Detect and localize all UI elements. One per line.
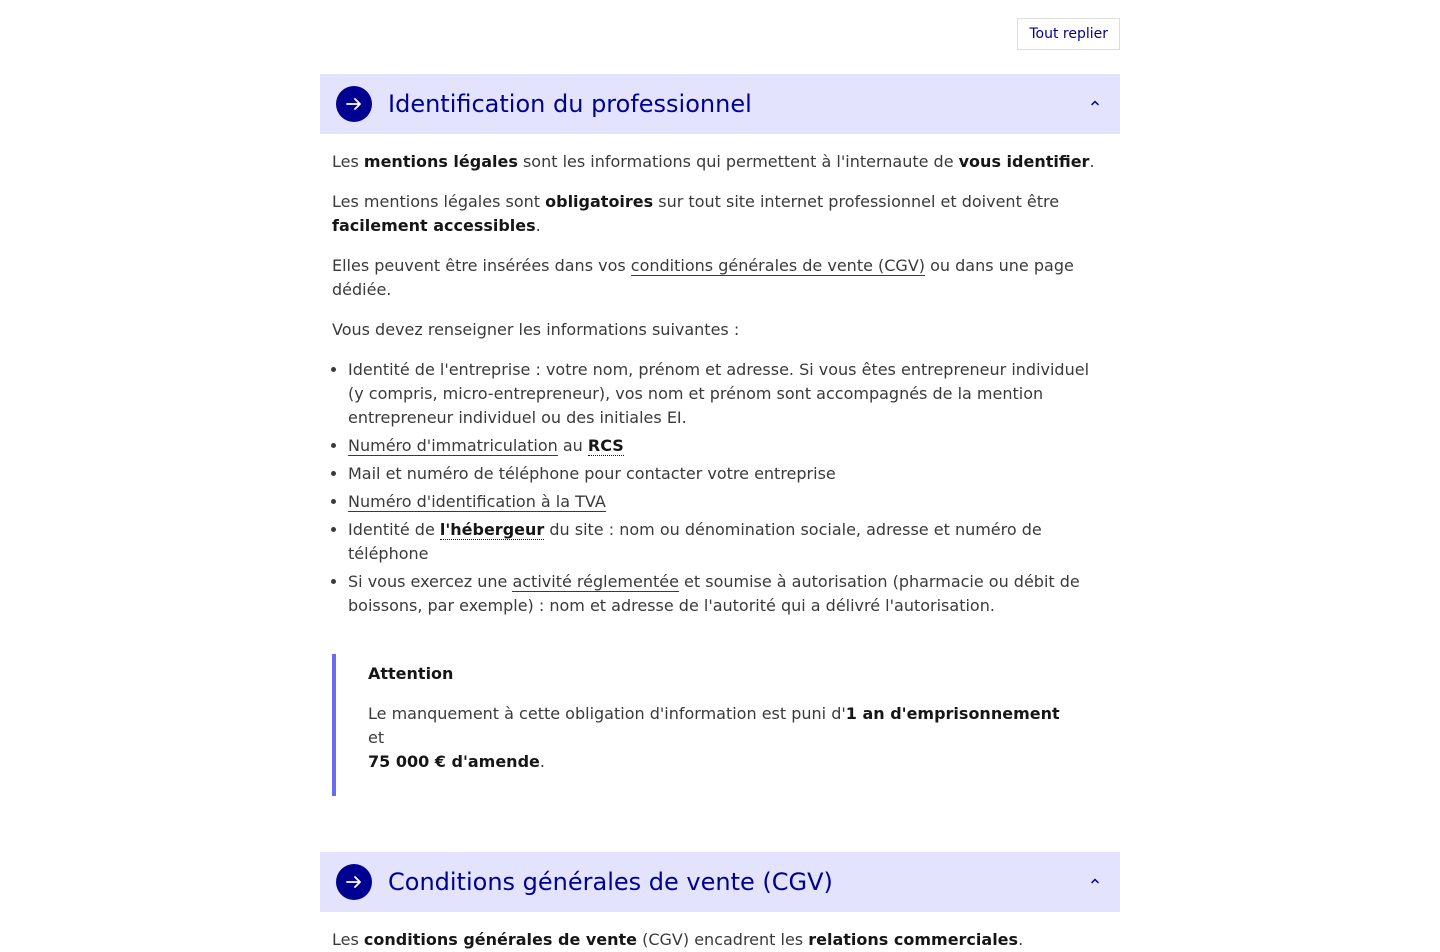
text: sont les informations qui permettent à l'internaute de (517, 152, 959, 171)
accordion-header-identification[interactable] (320, 74, 1120, 134)
list-item (348, 434, 1108, 458)
text: Le manquement à cette obligation d'information est puni d' (368, 704, 846, 723)
text: . (539, 752, 545, 771)
text: (CGV) encadrent les (637, 930, 809, 949)
text: . (1089, 152, 1095, 171)
bold-text: obligatoires (545, 192, 654, 211)
text: Les mentions légales sont (332, 192, 546, 211)
bold-text: vous identifier (958, 152, 1090, 171)
bold-text: 1 an d'emprisonnement (845, 704, 1060, 723)
text: ou dans une page dédiée. (332, 256, 1074, 299)
accordion-body-cgv (320, 912, 1120, 952)
intro-paragraph (332, 150, 1108, 174)
accordion-title: Identification du professionnel (388, 90, 752, 118)
immatriculation-link[interactable]: Numéro d'immatriculation (348, 436, 558, 455)
tva-link[interactable]: Numéro d'identification à la TVA (348, 492, 606, 511)
accordion-cgv (320, 852, 1120, 952)
list-item (348, 570, 1108, 618)
spacer (332, 796, 1108, 852)
text: Identité de (348, 520, 440, 539)
arrow-right-icon (336, 86, 372, 122)
accordion-title: Conditions générales de vente (CGV) (388, 868, 833, 896)
bold-text: conditions générales de vente (363, 930, 638, 949)
text: . (1018, 930, 1024, 949)
list-item: • Mail et numéro de téléphone pour contacter votre entreprise (348, 462, 1108, 486)
list-item (348, 518, 1108, 566)
text: du site : nom ou dénomination sociale, adresse et numéro de téléphone (348, 520, 1042, 563)
accordion-header-cgv[interactable] (320, 852, 1120, 912)
location-paragraph (332, 254, 1108, 302)
bold-text: 75 000 € d'amende (368, 752, 540, 771)
text: . (535, 216, 541, 235)
text: Elles peuvent être insérées dans vos (332, 256, 631, 275)
activite-reglementee-link[interactable]: activité réglementée (512, 572, 679, 591)
list-intro: Vous devez renseigner les informations suivantes : (332, 320, 740, 339)
callout-text (368, 702, 1076, 774)
page-content (320, 0, 1120, 952)
chevron-up-icon[interactable] (1089, 872, 1101, 891)
list-item: • Identité de l'entreprise : votre nom, prénom et adresse. Si vous êtes entrepreneur individuel (y compris, micro-entrepreneur), vos nom et prénom sont accompagnés de la mention entrepreneur individuel ou des initiales EI. (348, 358, 1108, 430)
cgv-intro-paragraph (332, 928, 1108, 952)
rcs-abbr[interactable]: RCS (587, 436, 624, 455)
cgv-link[interactable]: conditions générales de vente (CGV) (630, 256, 926, 275)
arrow-right-icon (336, 864, 372, 900)
text: sur tout site internet professionnel et doivent être (653, 192, 1060, 211)
hebergeur-abbr[interactable]: l'hébergeur (439, 520, 545, 539)
list-item (348, 490, 1108, 514)
accordion-body-identification (320, 134, 1120, 852)
chevron-up-icon[interactable] (1089, 94, 1101, 113)
bold-text: facilement accessibles (332, 216, 536, 235)
top-toolbar (320, 0, 1120, 74)
bold-text: relations commerciales (808, 930, 1019, 949)
bold-text: mentions légales (363, 152, 518, 171)
obligation-paragraph (332, 190, 1108, 238)
collapse-all-button[interactable]: Tout replier (1017, 18, 1120, 50)
text: et soumise à autorisation (pharmacie ou débit de boissons, par exemple) : nom et adresse de l'autorité qui a délivré l'autorisation. (348, 572, 1080, 615)
text: Si vous exercez une (348, 572, 513, 591)
attention-callout (332, 654, 1108, 796)
callout-title: Attention (368, 664, 454, 683)
text: Les (332, 152, 364, 171)
required-info-list (332, 358, 1108, 618)
accordion-identification (320, 74, 1120, 852)
text: Les (332, 930, 364, 949)
text: au (557, 436, 588, 455)
text: et (368, 728, 385, 747)
